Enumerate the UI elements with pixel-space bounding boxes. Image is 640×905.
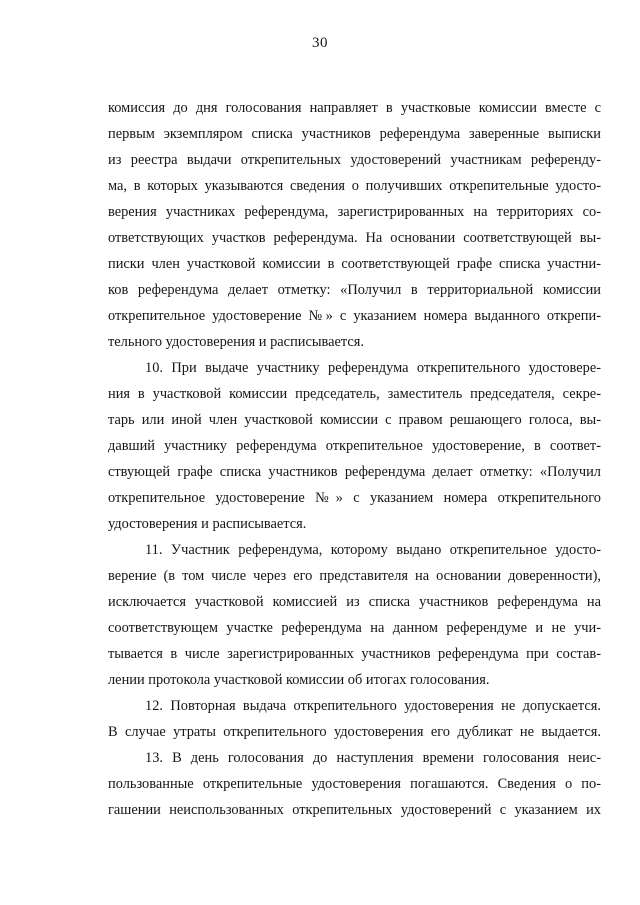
text-line: ствующей графе списка участников референдума делает отметку: «Получил <box>108 464 601 480</box>
paragraph-11-start: 11. Участник референдума, которому выдано открепительное удосто- <box>145 542 601 558</box>
page-number: 30 <box>312 35 328 51</box>
paragraph-13-start: 13. В день голосования до наступления времени голосования неис- <box>145 750 601 766</box>
text-line: давший участнику референдума открепительное удостоверение, в соответ- <box>108 438 601 454</box>
text-line: тельного удостоверения и расписывается. <box>108 334 364 350</box>
text-line: первым экземпляром списка участников референдума заверенные выписки <box>108 126 601 142</box>
text-line: тывается в числе зарегистрированных участников референдума при состав- <box>108 646 601 662</box>
text-line: соответствующем участке референдума на данном референдуме и не учи- <box>108 620 601 636</box>
text-line: открепительное удостоверение №» с указанием номера выданного открепи- <box>108 308 601 324</box>
text-line: исключается участковой комиссией из списка участников референдума на <box>108 594 601 610</box>
text-line: из реестра выдачи открепительных удостоверений участникам референду- <box>108 152 601 168</box>
text-line: ма, в которых указываются сведения о получивших открепительные удосто- <box>108 178 601 194</box>
paragraph-12-start: 12. Повторная выдача открепительного удостоверения не допускается. <box>145 698 601 714</box>
text-line: открепительное удостоверение №» с указанием номера открепительного <box>108 490 601 506</box>
paragraph-10-start: 10. При выдаче участнику референдума открепительного удостовере- <box>145 360 601 376</box>
text-line: писки член участковой комиссии в соответствующей графе списка участни- <box>108 256 601 272</box>
text-line: верения участниках референдума, зарегистрированных на территориях со- <box>108 204 601 220</box>
text-line: ответствующих участков референдума. На основании соответствующей вы- <box>108 230 601 246</box>
text-line: комиссия до дня голосования направляет в участковые комиссии вместе с <box>108 100 601 116</box>
text-line: пользованные открепительные удостоверения погашаются. Сведения о по- <box>108 776 601 792</box>
text-line: лении протокола участковой комиссии об итогах голосования. <box>108 672 490 688</box>
text-line: гашении неиспользованных открепительных удостоверений с указанием их <box>108 802 601 818</box>
text-line: тарь или иной член участковой комиссии с правом решающего голоса, вы- <box>108 412 601 428</box>
text-line: В случае утраты открепительного удостоверения его дубликат не выдается. <box>108 724 601 740</box>
text-line: ков референдума делает отметку: «Получил в территориальной комиссии <box>108 282 601 298</box>
text-line: верение (в том числе через его представителя на основании доверенности), <box>108 568 601 584</box>
text-line: удостоверения и расписывается. <box>108 516 307 532</box>
text-line: ния в участковой комиссии председатель, заместитель председателя, секре- <box>108 386 601 402</box>
